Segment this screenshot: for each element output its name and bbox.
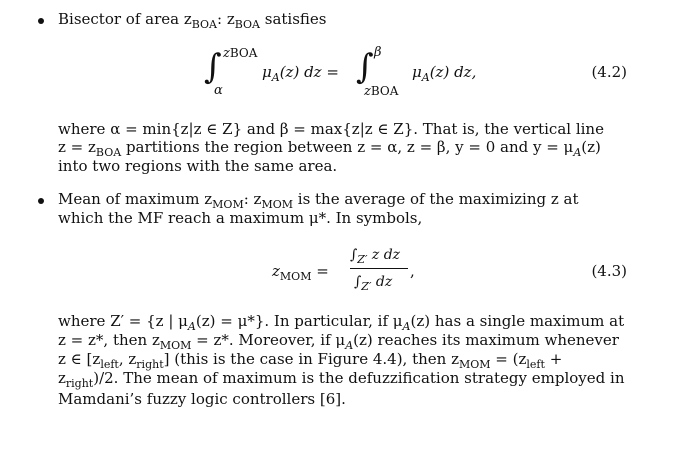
integral-right-lower-limit: zBOA (364, 84, 399, 99)
equation-number-4-2: (4.2) (591, 63, 627, 81)
integrand-left: $\mu_A(z)$ dz = (262, 63, 339, 84)
integral-sign-right: ∫ (356, 47, 374, 87)
integral-left-upper-limit: zBOA (223, 46, 258, 61)
bisector-para-line3: into two regions with the same area. (58, 157, 338, 175)
mom-para-line1: where Z′ = {z | $\mu_A(z) = \mu*$}. In particular, if $\mu_A(z)$ has a single maximum at (58, 312, 625, 333)
bullet-bisector (38, 18, 44, 24)
mom-heading: Mean of maximum $z_{MOM}$: $z_{MOM}$ is the average of the maximizing z at (58, 190, 579, 211)
bisector-para-line1: where α = min{z|z ∈ Z} and β = max{z|z ∈ Z}. That is, the vertical line (58, 120, 604, 138)
mom-line2: which the MF reach a maximum μ*. In symbols, (58, 209, 423, 227)
mom-eq-denominator: $\int_{Z'}$ dz (354, 274, 393, 293)
bisector-heading: Bisector of area $z_{BOA}$: $z_{BOA}$ satisfies (58, 10, 327, 31)
mom-para-line2: z = z*, then $z_{MOM} = z*$. Moreover, if $\mu_A(z)$ reaches its maximum whenever (58, 331, 619, 352)
equation-number-4-3: (4.3) (591, 262, 627, 280)
bisector-para-line2: $z = z_{BOA}$ partitions the region between z = α, z = β, y = 0 and $y = \mu_A(z)$ (58, 138, 601, 159)
mom-para-line4: $z_{right})/2$. The mean of maximum is the defuzzification strategy employed in (58, 369, 625, 390)
mom-eq-comma: , (410, 262, 415, 280)
mom-para-line5: Mamdani’s fuzzy logic controllers [6]. (58, 390, 346, 408)
mom-eq-numerator: $\int_{Z'}$ z dz (350, 247, 401, 266)
integral-sign-left: ∫ (204, 47, 222, 87)
integral-right-upper-limit: β (374, 45, 382, 60)
mom-para-line3: z ∈ [$z_{left}$, $z_{right}$] (this is the case in Figure 4.4), then $z_{MOM} = (z_{left}$ + (58, 350, 563, 371)
mom-eq-fraction-bar (350, 268, 408, 269)
integral-left-lower-limit: α (214, 83, 223, 98)
bullet-mom (38, 198, 44, 204)
integrand-right: $\mu_A(z)$ dz, (412, 63, 477, 84)
mom-eq-lhs: $z_{MOM}$ = (272, 262, 329, 283)
